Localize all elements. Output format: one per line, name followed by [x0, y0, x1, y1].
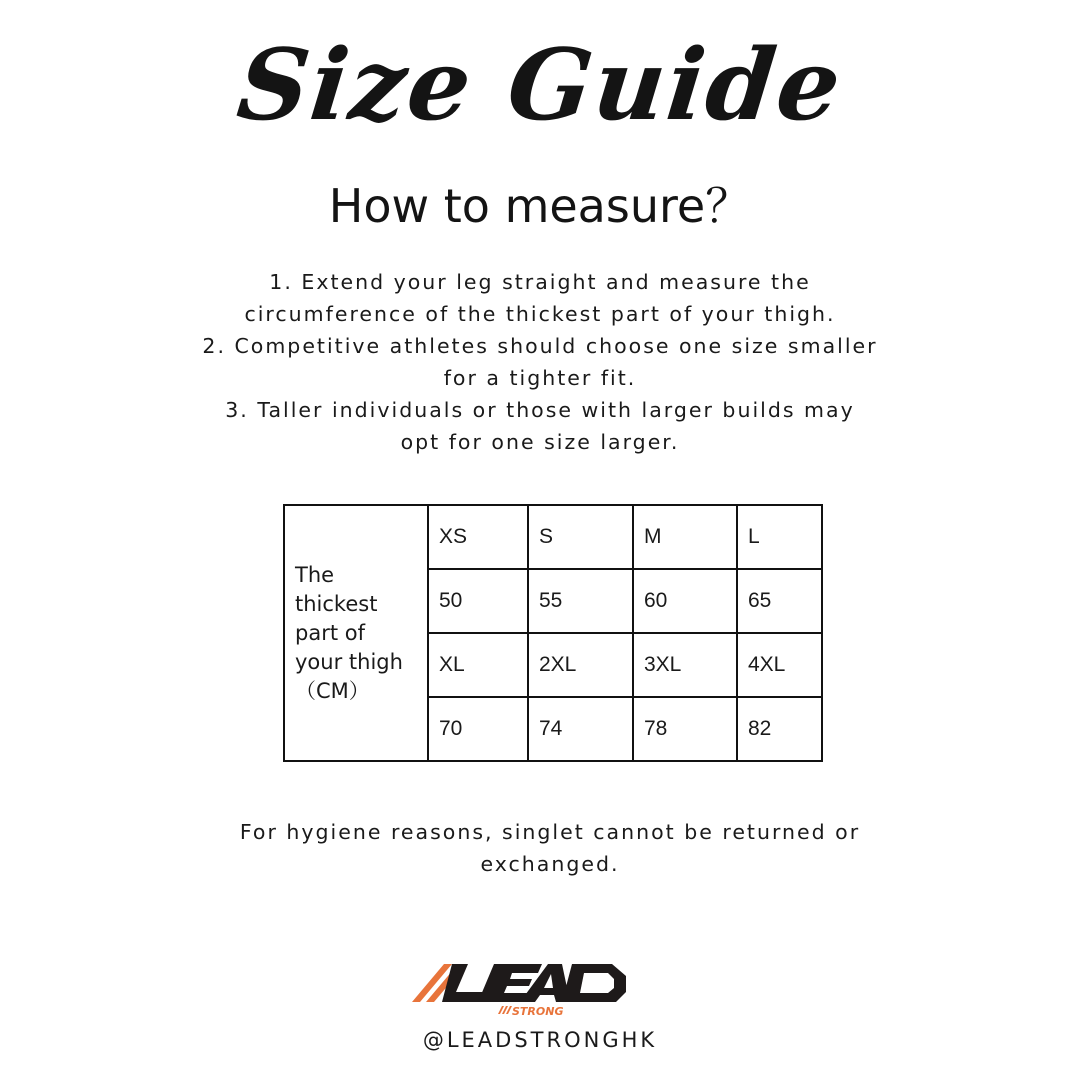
row-label-line: thickest: [295, 591, 378, 616]
hygiene-note: [200, 816, 900, 880]
table-cell: 3XL: [633, 633, 737, 697]
row-label-line: your thigh: [295, 649, 403, 674]
size-table: [283, 504, 823, 762]
note-line: For hygiene reasons, singlet cannot be returned or: [239, 820, 861, 844]
instruction-line: 2. Competitive athletes should choose one size smaller: [202, 334, 878, 358]
instruction-line: for a tighter fit.: [443, 366, 637, 390]
row-label-line: The: [295, 562, 335, 587]
table-cell: XS: [428, 505, 528, 569]
table-cell: 78: [633, 697, 737, 761]
leadstrong-logo: [412, 962, 632, 1018]
table-row: [284, 505, 822, 569]
table-cell: 4XL: [737, 633, 822, 697]
instruction-line: 3. Taller individuals or those with larger builds may: [225, 398, 855, 422]
instruction-line: circumference of the thickest part of your thigh.: [244, 302, 836, 326]
table-cell: XL: [428, 633, 528, 697]
table-cell: 60: [633, 569, 737, 633]
table-cell: 50: [428, 569, 528, 633]
note-line: exchanged.: [480, 852, 620, 876]
table-cell: 74: [528, 697, 633, 761]
page-title: Size Guide: [232, 28, 848, 143]
table-cell: 82: [737, 697, 822, 761]
subtitle: How to measure？: [328, 179, 752, 233]
table-cell: M: [633, 505, 737, 569]
row-label-cell: [284, 505, 428, 761]
table-cell: 2XL: [528, 633, 633, 697]
table-cell: 55: [528, 569, 633, 633]
table-cell: 65: [737, 569, 822, 633]
logo-sub-text: STRONG: [512, 1005, 564, 1018]
table-cell: L: [737, 505, 822, 569]
table-cell: 70: [428, 697, 528, 761]
instruction-line: opt for one size larger.: [400, 430, 680, 454]
instruction-line: 1. Extend your leg straight and measure the: [269, 270, 811, 294]
table-cell: S: [528, 505, 633, 569]
row-label-line: （CM）: [295, 678, 370, 703]
row-label-line: part of: [295, 620, 365, 645]
instructions: [190, 266, 890, 458]
social-handle: @LEADSTRONGHK: [422, 1028, 658, 1052]
